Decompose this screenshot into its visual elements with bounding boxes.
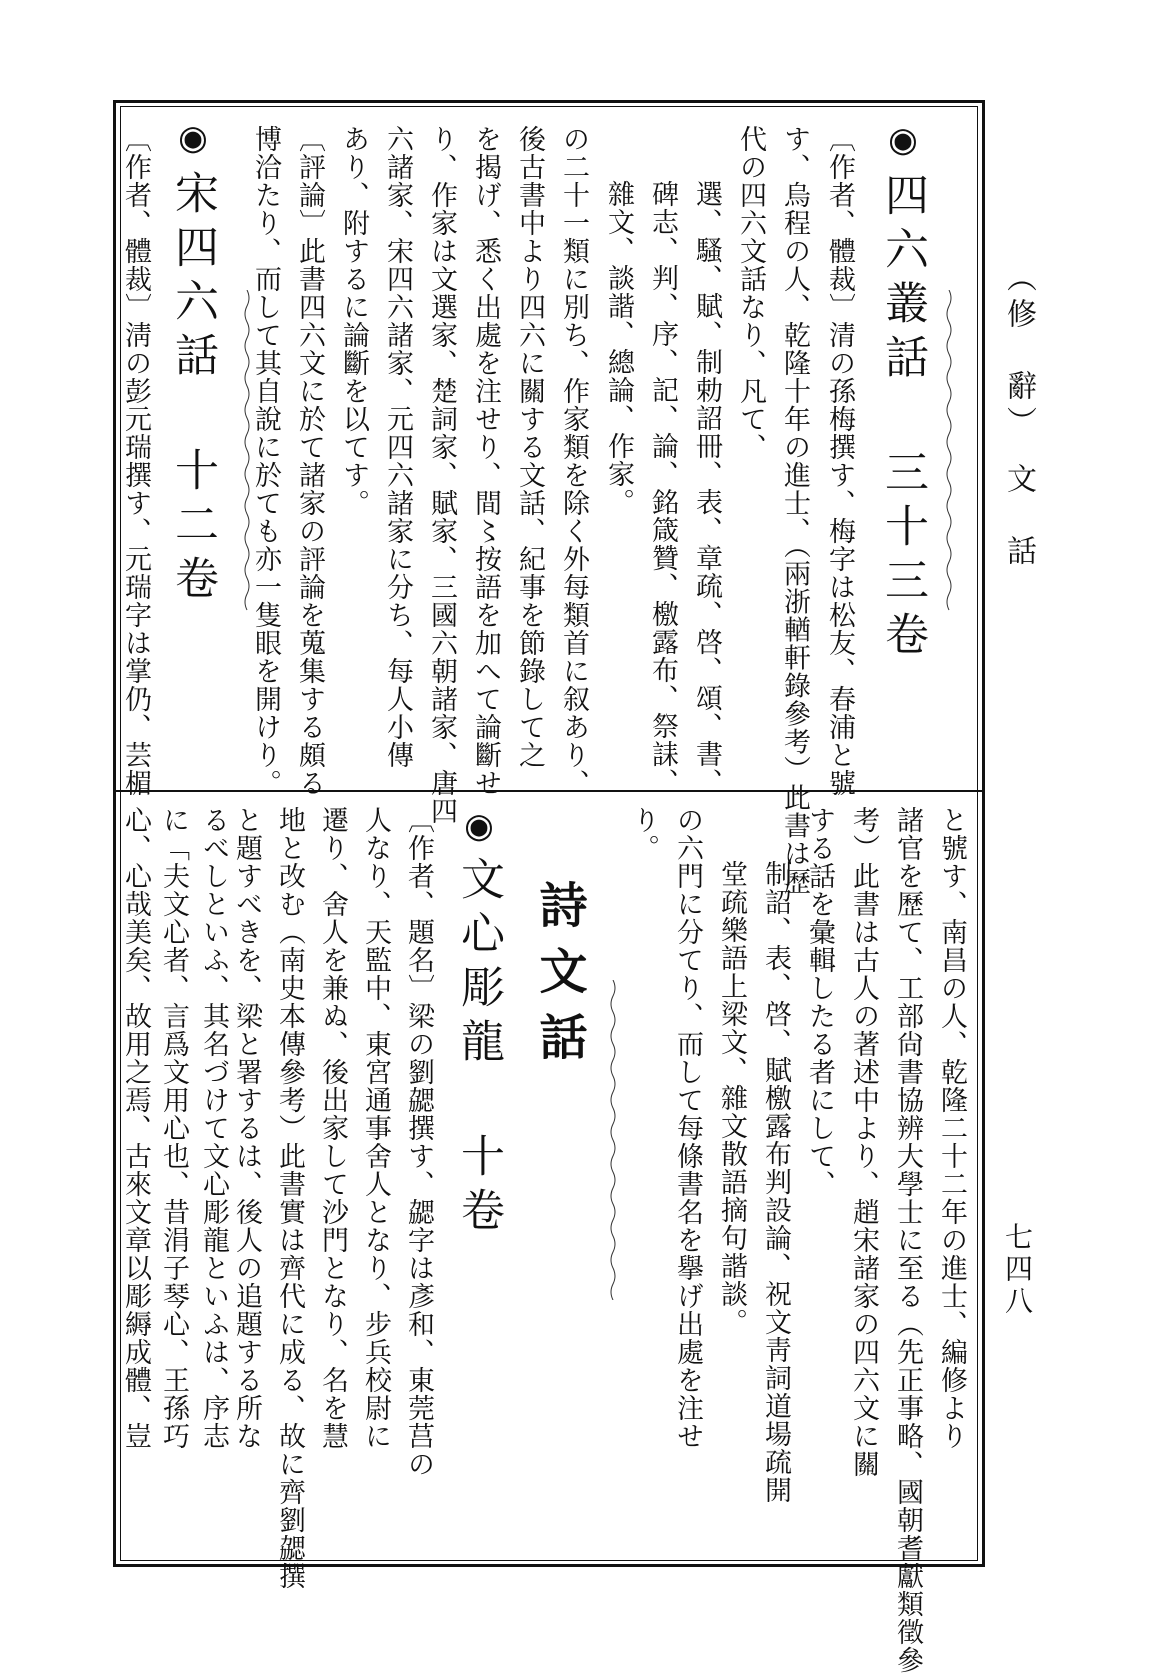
text-line: るべしといふ、其名づけて文心彫龍といふは、序志 bbox=[198, 806, 229, 1450]
text-line: 六諸家、宋四六諸家、元四六諸家に分ち、每人小傳 bbox=[382, 125, 413, 769]
text-line: 〔作者、體裁〕清の孫梅撰す、梅字は松友、春浦と號 bbox=[824, 125, 855, 797]
text-line: す、烏程の人、乾隆十年の進士、（兩浙輶軒錄參考）此書は歷 bbox=[779, 125, 810, 896]
text-line: 〔作者、體裁〕淸の彭元瑞撰す、元瑞字は掌仍、芸楣 bbox=[120, 125, 151, 797]
wavy-rule bbox=[243, 290, 249, 620]
text-line: する話を彙輯したる者にして、 bbox=[804, 806, 835, 1198]
text-line: 制詔、表、啓、賦檄露布判設論、祝文靑詞道場疏開 bbox=[760, 860, 791, 1504]
wavy-rule bbox=[609, 980, 615, 1300]
text-line: 遷り、舍人を兼ぬ、後出家して沙門となり、名を慧 bbox=[317, 806, 348, 1450]
text-line: 代の四六文話なり、凡て、 bbox=[735, 125, 766, 461]
text-line: と題すべきを、梁と署するは、後人の追題する所な bbox=[231, 806, 262, 1450]
text-line: 心、心哉美矣、故用之焉、古來文章以彫縟成體、豈 bbox=[120, 806, 151, 1450]
text-line: り。 bbox=[628, 806, 659, 862]
text-line: 地と改む（南史本傳參考）此書實は齊代に成る、故に齊劉勰撰 bbox=[274, 806, 305, 1590]
text-line: 考）此書は古人の著述中より、趙宋諸家の四六文に關 bbox=[848, 806, 879, 1478]
section-title: 詩文話 bbox=[531, 880, 587, 1078]
text-line: あり、附するに論斷を以てす。 bbox=[338, 125, 369, 517]
text-line: り、作家は文選家、楚詞家、賦家、三國六朝諸家、唐四 bbox=[426, 125, 457, 825]
entry-title-wenxin: 文心彫龍 十卷 bbox=[453, 856, 504, 1241]
text-line: 碑志、判、序、記、論、銘箴贊、檄露布、祭誄、 bbox=[647, 180, 678, 796]
book-label: （修 辭） 文 話 bbox=[1001, 262, 1036, 571]
entry-title-song-siroku: 宋四六話 十二卷 bbox=[167, 170, 218, 609]
text-line: 選、騷、賦、制勅詔冊、表、章疏、啓、頌、書、 bbox=[691, 180, 722, 796]
text-line: の六門に分てり、而して每條書名を擧げ出處を注せ bbox=[672, 806, 703, 1450]
text-line: 堂疏樂語上梁文、雜文散語摘句諧談。 bbox=[716, 860, 747, 1336]
entry-title-siroku-sowa: 四六叢話 三十三卷 bbox=[877, 172, 928, 665]
text-line: 博洽たり、而して其自說に於ても亦一隻眼を開けり。 bbox=[250, 125, 281, 797]
text-line: の二十一類に別ち、作家類を除く外每類首に叙あり、 bbox=[558, 125, 589, 797]
page-number: 七四八 bbox=[1001, 1222, 1034, 1318]
text-line: 後古書中より四六に關する文話、紀事を節錄して之 bbox=[514, 125, 545, 769]
text-line: を揭げ、悉く出處を注せり、間〻按語を加へて論斷せ bbox=[470, 125, 501, 797]
text-line: 諸官を歷て、工部尙書協辨大學士に至る（先正事略、國朝耆獻類徵參 bbox=[892, 806, 923, 1674]
text-line: 〔評論〕此書四六文に於て諸家の評論を蒐集する頗る bbox=[294, 125, 325, 797]
text-line: に「夫文心者、言爲文用心也、昔涓子琴心、王孫巧 bbox=[158, 806, 189, 1450]
bullet-icon: ◉ bbox=[173, 118, 213, 158]
text-line: 雜文、談諧、總論、作家。 bbox=[603, 180, 634, 516]
wavy-rule bbox=[945, 290, 951, 620]
text-line: 人なり、天監中、東宮通事舍人となり、步兵校尉に bbox=[360, 806, 391, 1450]
bullet-icon: ◉ bbox=[459, 806, 499, 846]
text-line: 〔作者、題名〕梁の劉勰撰す、勰字は彥和、東莞莒の bbox=[403, 806, 434, 1478]
bullet-icon: ◉ bbox=[883, 120, 923, 160]
text-line: と號す、南昌の人、乾隆二十二年の進士、編修より bbox=[936, 806, 967, 1450]
